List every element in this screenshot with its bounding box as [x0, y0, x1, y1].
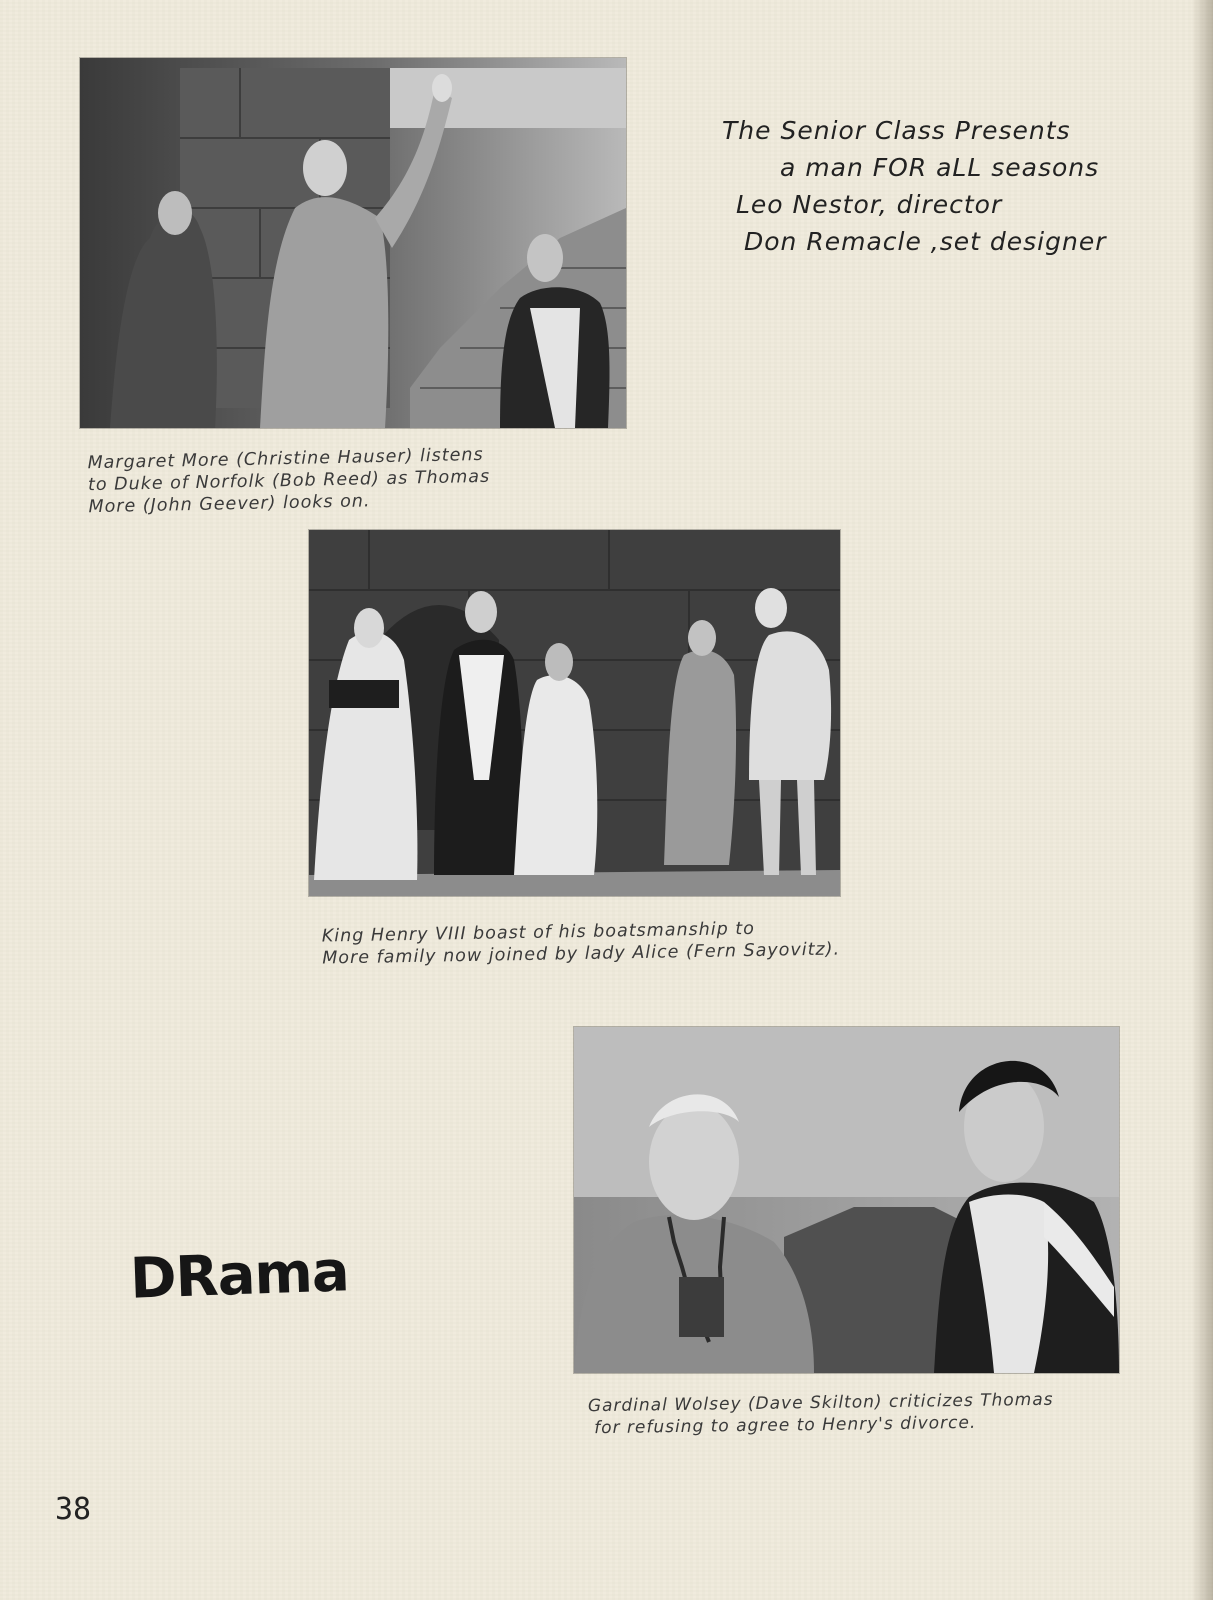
- photo-3-caption: [588, 1389, 1054, 1439]
- stage-photo-1: [80, 58, 626, 428]
- stage-photo-2: [309, 530, 840, 896]
- photo-1-caption-line-1: Margaret More (Christine Hauser) listens: [87, 444, 484, 474]
- photo-3-caption-line-1: Gardinal Wolsey (Dave Skilton) criticizes Thomas: [587, 1389, 1054, 1417]
- photo-2-caption-line-1: King Henry VIII boast of his boatsmanship to: [321, 918, 756, 947]
- credits-line-2: a man FOR aLL seasons: [780, 153, 1100, 182]
- photo-1-caption-line-2: to Duke of Norfolk (Bob Reed) as Thomas: [87, 466, 491, 496]
- photo-2-caption: [322, 916, 841, 969]
- photo-1-caption: [87, 444, 490, 518]
- play-credits: [722, 112, 1162, 260]
- stage-photo-2-image: [309, 530, 840, 896]
- credits-line-1: The Senior Class Presents: [722, 116, 1071, 145]
- photo-3-caption-line-2: for refusing to agree to Henry's divorce.: [594, 1412, 977, 1439]
- stage-photo-3-image: [574, 1027, 1119, 1373]
- credits-line-4: Don Remacle ,set designer: [744, 227, 1107, 256]
- page-edge-shadow: [1191, 0, 1213, 1600]
- photo-2-caption-line-2: More family now joined by lady Alice (Fern Sayovitz).: [322, 939, 841, 969]
- page-number: 38: [55, 1492, 92, 1527]
- stage-photo-1-image: [80, 58, 626, 428]
- credits-line-3: Leo Nestor, director: [736, 190, 1003, 219]
- photo-1-caption-line-3: More (John Geever) looks on.: [88, 491, 371, 518]
- section-heading-drama: DRama: [128, 1239, 350, 1312]
- stage-photo-3: [574, 1027, 1119, 1373]
